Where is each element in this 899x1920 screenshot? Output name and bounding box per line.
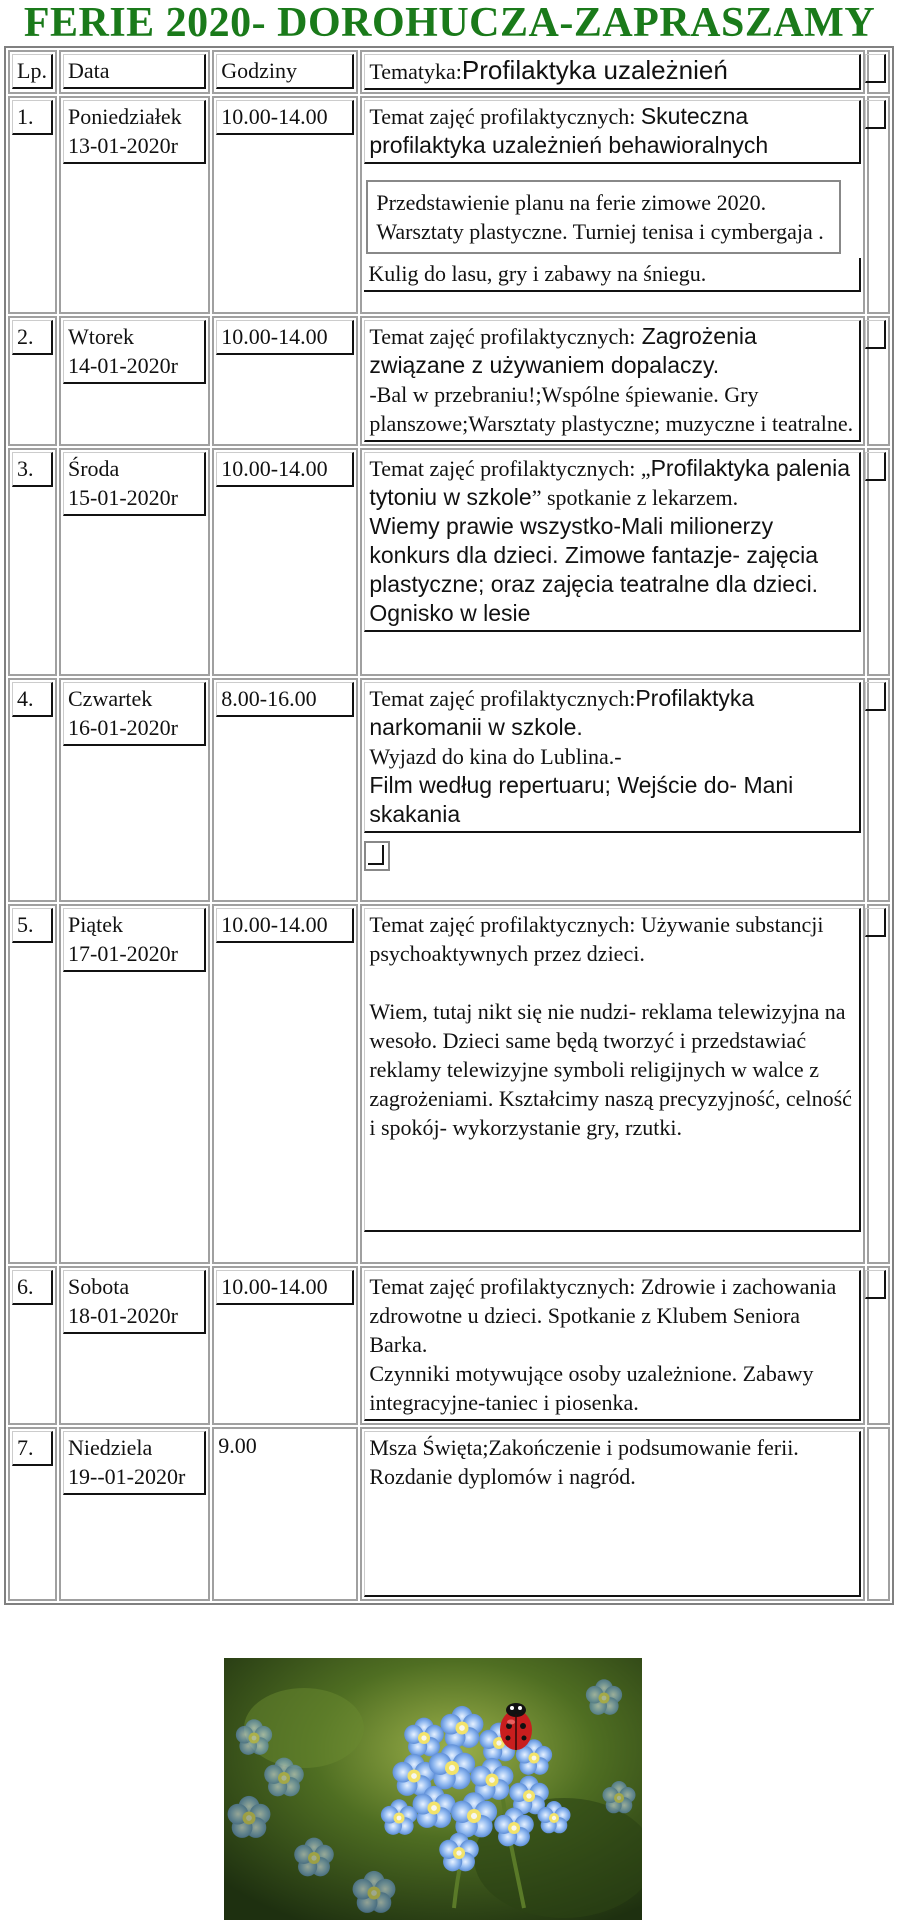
row-topic: [364, 1270, 860, 1421]
table-header-row: [8, 50, 890, 94]
row-date-value: 19--01-2020r: [68, 1464, 186, 1489]
schedule-table: [4, 46, 894, 1605]
row-activities: Czynniki motywujące osoby uzależnione. Zabawy integracyjne-taniec i piosenka.: [369, 1361, 814, 1415]
topic-prefix: Temat zajęć profilaktycznych: „: [369, 456, 651, 481]
row-hours: 10.00-14.00: [216, 908, 354, 943]
row-lp: 1.: [12, 100, 53, 135]
row-activities: Kulig do lasu, gry i zabawy na śniegu.: [364, 258, 860, 292]
row-hours: 10.00-14.00: [216, 100, 354, 135]
row-day-name: Piątek: [68, 912, 123, 937]
row-checkbox[interactable]: [865, 100, 886, 129]
row-activities: Wiem, tutaj nikt się nie nudzi- reklama telewizyjna na wesoło. Dzieci same będą tworzyć i przedstawiać reklamy telewizyjne symboli religijnych w walce z zagrożeniami. Kształcimy naszą precyzyjność, celność i spokój- wykorzystanie gry, rzutki.: [369, 999, 852, 1140]
row-day-name: Poniedziałek: [68, 104, 182, 129]
row-day-name: Środa: [68, 456, 120, 481]
row-checkbox[interactable]: [865, 908, 886, 937]
table-row: [8, 1427, 890, 1601]
row-day-name: Czwartek: [68, 686, 153, 711]
row-topic: [364, 908, 860, 1232]
tematyka-label: Tematyka:: [369, 59, 462, 84]
row-hours: 10.00-14.00: [216, 320, 354, 355]
row-date-value: 15-01-2020r: [68, 485, 178, 510]
row-topic: [364, 452, 860, 632]
row-date-value: 16-01-2020r: [68, 715, 178, 740]
row-date: [63, 1270, 206, 1334]
header-checkbox[interactable]: [865, 54, 886, 83]
row-activities: -Bal w przebraniu!;Wspólne śpiewanie. Gry planszowe;Warsztaty plastyczne; muzyczne i teatralne.: [369, 382, 854, 436]
table-row: [8, 448, 890, 676]
topic-title: Skuteczna profilaktyka uzależnień behawioralnych: [369, 103, 769, 158]
row-lp: 2.: [12, 320, 53, 355]
row-checkbox[interactable]: [865, 452, 886, 481]
topic-suffix: ” spotkanie z lekarzem.: [531, 485, 739, 510]
row-lp: 5.: [12, 908, 53, 943]
header-godziny: Godziny: [216, 54, 354, 89]
row-checkbox[interactable]: [865, 1270, 886, 1299]
row-lp: 7.: [12, 1431, 53, 1466]
row-date-value: 14-01-2020r: [68, 353, 178, 378]
row-hours: 8.00-16.00: [216, 682, 354, 717]
row-day-name: Niedziela: [68, 1435, 153, 1460]
small-checkbox[interactable]: [364, 841, 390, 871]
tematyka-value: Profilaktyka uzależnień: [461, 55, 728, 85]
row-lp: 4.: [12, 682, 53, 717]
topic-title: Profilaktyka palenia tytoniu w szkole: [369, 455, 851, 510]
table-row: [8, 904, 890, 1264]
page-title: FERIE 2020- DOROHUCZA-ZAPRASZAMY: [23, 0, 876, 46]
table-row: [8, 96, 890, 314]
row-hours: 10.00-14.00: [216, 452, 354, 487]
row-date: [63, 320, 206, 384]
topic-prefix: Temat zajęć profilaktycznych:: [369, 686, 636, 711]
topic-title: Profilaktyka narkomanii w szkole.: [369, 685, 755, 740]
row-date: [63, 1431, 206, 1495]
row-activities: Wiemy prawie wszystko-Mali milionerzy konkurs dla dzieci. Zimowe fantazje- zajęcia plastyczne; oraz zajęcia teatralne dla dzieci. Ognisko w lesie: [369, 513, 819, 626]
topic-prefix: Temat zajęć profilaktycznych:: [369, 324, 636, 349]
header-tematyka: [364, 54, 860, 90]
row-date: [63, 452, 206, 516]
row-hours: 10.00-14.00: [216, 1270, 354, 1305]
row-topic: Msza Święta;Zakończenie i podsumowanie ferii. Rozdanie dyplomów i nagród.: [364, 1431, 860, 1597]
ladybug-on-forget-me-not-photo-icon: [224, 1658, 642, 1920]
row-activities: Wyjazd do kina do Lublina.-: [369, 744, 622, 769]
row-activities-2: Film według repertuaru; Wejście do- Mani skakania: [369, 772, 794, 827]
row-date: [63, 908, 206, 972]
row-date-value: 18-01-2020r: [68, 1303, 178, 1328]
row-day-name: Sobota: [68, 1274, 130, 1299]
row-topic: [364, 682, 860, 833]
row-hours: 9.00: [218, 1433, 257, 1458]
topic-prefix: Temat zajęć profilaktycznych: Używanie substancji psychoaktywnych przez dzieci.: [369, 912, 824, 966]
row-date: [63, 100, 206, 164]
topic-prefix: Temat zajęć profilaktycznych:: [369, 104, 641, 129]
row-day-name: Wtorek: [68, 324, 134, 349]
table-row: [8, 316, 890, 446]
row-lp: 3.: [12, 452, 53, 487]
row-checkbox[interactable]: [865, 320, 886, 349]
row-lp: 6.: [12, 1270, 53, 1305]
row-date: [63, 682, 206, 746]
header-lp: Lp.: [12, 54, 53, 89]
table-row: [8, 1266, 890, 1425]
row-topic: [364, 100, 860, 164]
topic-prefix: Temat zajęć profilaktycznych: Zdrowie i zachowania zdrowotne u dzieci. Spotkanie z Klubem Seniora Barka.: [369, 1274, 837, 1357]
row-checkbox[interactable]: [865, 682, 886, 711]
topic-title: Zagrożenia związane z używaniem dopalaczy.: [369, 323, 757, 378]
row-date-value: 17-01-2020r: [68, 941, 178, 966]
row-date-value: 13-01-2020r: [68, 133, 178, 158]
ladybug-flower-photo: [224, 1658, 642, 1920]
plan-box: Przedstawienie planu na ferie zimowe 2020. Warsztaty plastyczne. Turniej tenisa i cymbergaja .: [366, 180, 840, 254]
table-row: [8, 678, 890, 902]
header-data: Data: [63, 54, 206, 89]
row-topic: [364, 320, 860, 442]
